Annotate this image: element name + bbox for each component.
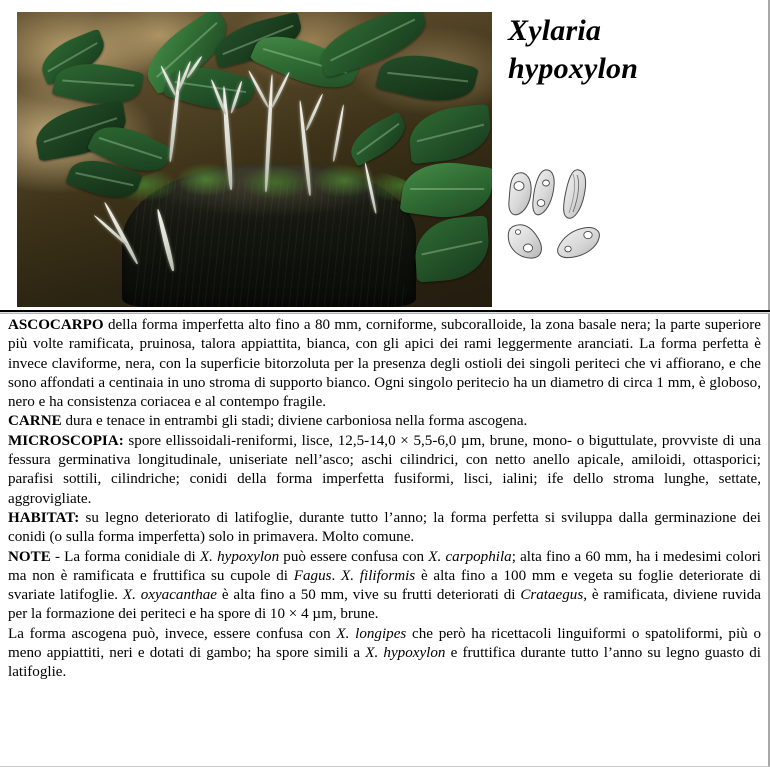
taxon-x-filiformis: X. filiformis — [341, 567, 416, 584]
paragraph-habitat — [8, 509, 761, 548]
paragraph-note-continued — [8, 625, 761, 683]
taxon-x-longipes: X. longipes — [336, 625, 407, 642]
note-text-4: . — [331, 567, 342, 584]
label-ascocarpo: ASCOCARPO — [8, 317, 104, 333]
species-epithet: hypoxylon — [508, 52, 639, 85]
spore-illustration — [500, 162, 620, 267]
paragraph-note — [8, 548, 761, 625]
text-habitat: su legno deteriorato di latifoglie, durante tutto l’anno; la forma perfetta si sviluppa dalla germinazione dei conidi (o sulla forma imperfetta) solo in primavera. Molto comune. — [8, 509, 761, 546]
paragraph-microscopia — [8, 432, 761, 509]
note-text-6: è alta fino a 50 mm, vive su frutti deteriorati di — [217, 587, 521, 604]
note-text-2: può essere confusa con — [279, 548, 429, 565]
section-divider — [0, 310, 770, 314]
note2-text-3: e fruttifica durante tutto l’anno su legno guasto di latifoglie. — [8, 645, 761, 681]
text-microscopia: spore ellissoidali-reniformi, lisce, 12,5-14,0 × 5,5-6,0 µm, brune, mono- o biguttulate, provviste di una fessura germinativa longitudinale, uniseriate nell’asco; aschi cilindrici, con netto anello apicale, amiloidi, ottasporici; parafisi sottili, cilindriche; conidi della forma imperfetta fusiformi, lisci, ialini; ife dello stroma lunghe, settate, aggrovigliate. — [8, 432, 761, 507]
taxon-x-hypoxylon: X. hypoxylon — [199, 548, 280, 565]
label-microscopia: MICROSCOPIA: — [8, 432, 124, 449]
label-note: NOTE — [8, 548, 51, 565]
note-text-3: ; alta fino a 60 mm, ha i medesimi colori ma non è ramificata e fruttifica su cupole di — [8, 548, 762, 584]
species-title — [508, 12, 758, 88]
text-carne: dura e tenace in entrambi gli stadi; diviene carboniosa nella forma ascogena. — [61, 413, 528, 430]
note-text-1: - La forma conidiale di — [50, 548, 200, 565]
label-habitat: HABITAT: — [8, 509, 80, 526]
plate-header — [0, 0, 770, 310]
taxon-x-carpophila: X. carpophila — [428, 548, 512, 565]
taxon-fagus: Fagus — [293, 567, 332, 584]
note2-text-1: La forma ascogena può, invece, essere confusa con — [8, 625, 337, 642]
description-text — [0, 316, 770, 683]
note2-text-2: che però ha ricettacoli linguiformi o spatoliformi, più o meno appiattiti, neri e dotati di gambo; ha spore simili a — [8, 625, 761, 662]
taxon-x-oxyacanthae: X. oxyacanthae — [122, 587, 217, 604]
species-genus: Xylaria — [508, 14, 602, 47]
note-text-7: , è ramificata, diviene ruvida per la formazione dei periteci e ha spore di 10 × 4 µm, brune. — [8, 587, 761, 623]
taxon-crataegus: Crataegus — [520, 587, 584, 604]
note-text-5: è alta fino a 100 mm e vegeta su foglie deteriorate di svariate latifoglie. — [8, 567, 761, 604]
habitat-photograph — [17, 12, 492, 307]
taxon-x-hypoxylon-2: X. hypoxylon — [365, 645, 446, 662]
paragraph-ascocarpo — [8, 316, 761, 412]
label-carne: CARNE — [8, 413, 62, 430]
paragraph-carne — [8, 412, 761, 431]
text-ascocarpo: della forma imperfetta alto fino a 80 mm, corniforme, subcoralloide, la zona basale nera; la parte superiore più volte ramificata, pruinosa, talora appiattita, bianca, con gli apici dei rami leggermente aranciati. La forma perfetta è invece claviforme, nera, con la superficie bitorzoluta per la presenza degli ostioli dei singoli periteci che vi affiorano, e che sono affondati a centinaia in uno stroma di supporto bianco. Ogni singolo peritecio ha un diametro di circa 1 mm, è globoso, nero e ha consistenza coriacea e al contempo fragile. — [8, 317, 761, 411]
